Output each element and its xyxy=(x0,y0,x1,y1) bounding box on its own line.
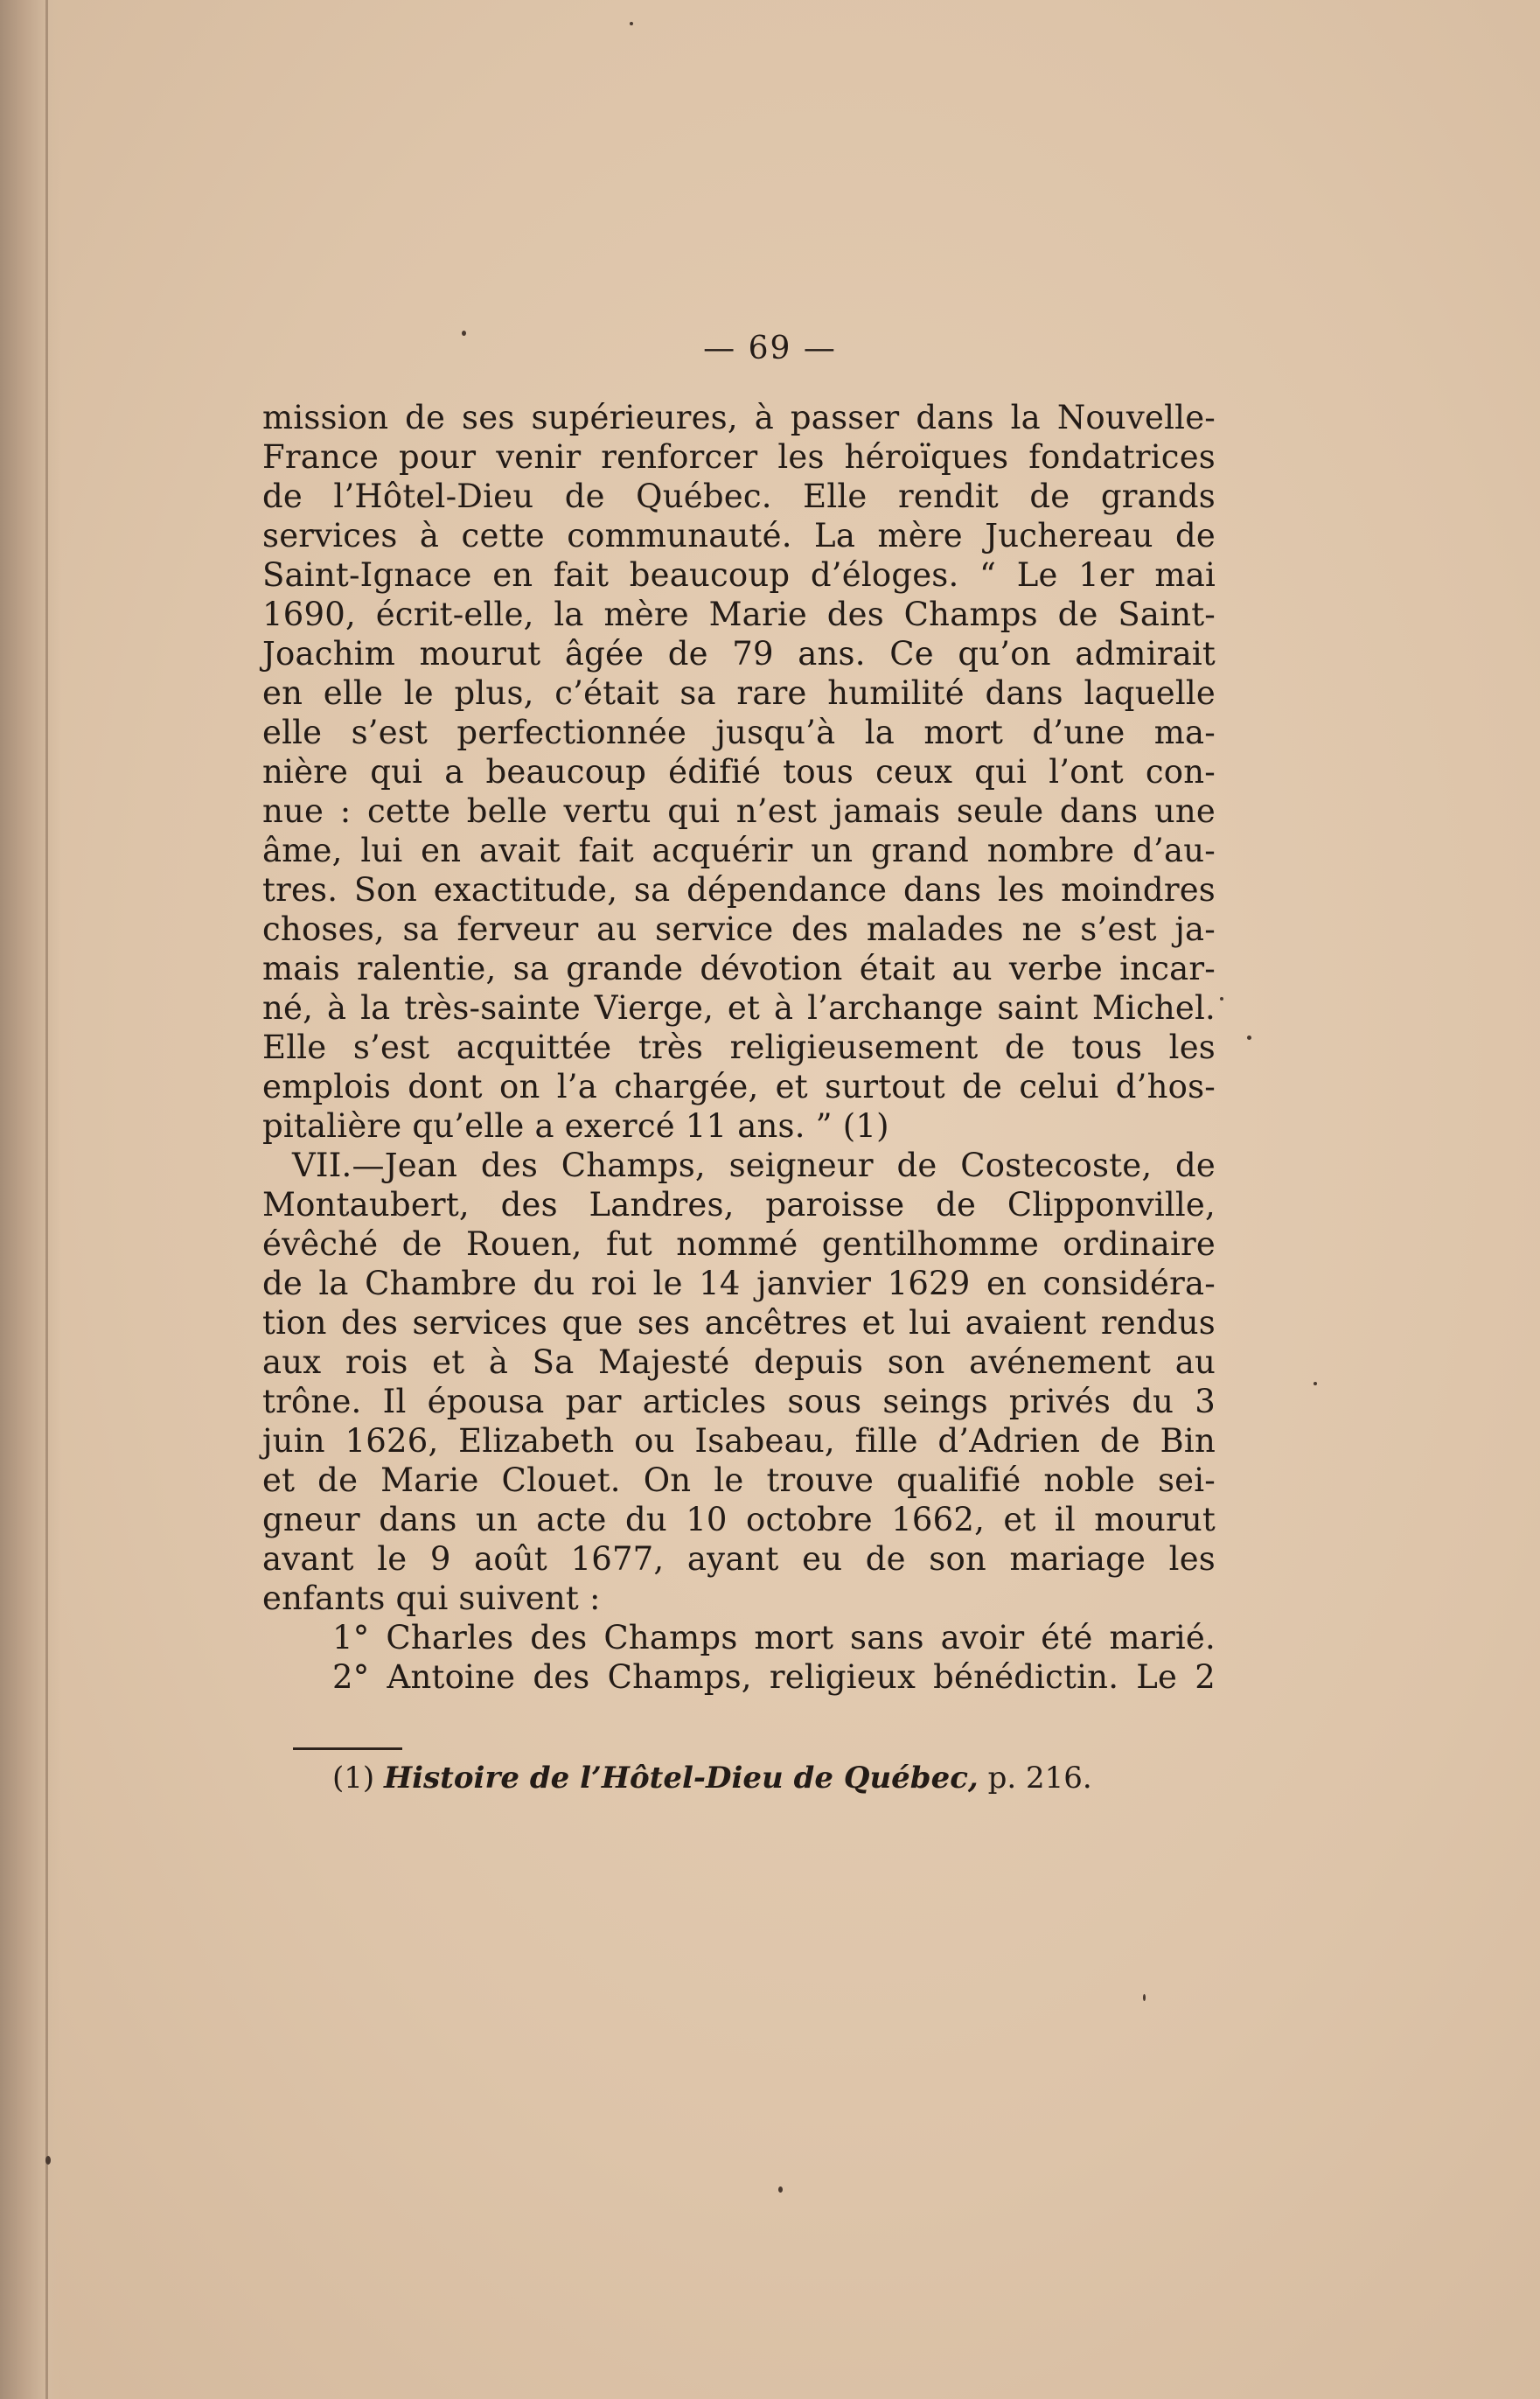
text-line: mission de ses supérieures, à passer dans la Nouvelle- xyxy=(262,399,1216,436)
text-line: services à cette communauté. La mère Juchereau de xyxy=(262,517,1216,554)
footnote xyxy=(332,1760,1092,1796)
text-line: Montaubert, des Landres, paroisse de Clipponville, xyxy=(262,1186,1216,1224)
footnote-title: Histoire de l’Hôtel-Dieu de Québec, xyxy=(383,1761,979,1796)
footnote-marker: (1) xyxy=(332,1761,375,1796)
text-line: nue : cette belle vertu qui n’est jamais seule dans une xyxy=(262,792,1216,830)
text-line: de la Chambre du roi le 14 janvier 1629 en considéra- xyxy=(262,1265,1216,1302)
text-line: enfants qui suivent : xyxy=(262,1580,601,1617)
footnote-rule xyxy=(293,1747,402,1750)
text-line: tres. Son exactitude, sa dépendance dans les moindres xyxy=(262,871,1216,909)
footnote-page: p. 216. xyxy=(987,1761,1092,1796)
text-line: nière qui a beaucoup édifié tous ceux qui l’ont con- xyxy=(262,753,1216,791)
text-line: 1690, écrit-elle, la mère Marie des Champs de Saint- xyxy=(262,596,1216,633)
text-line: pitalière qu’elle a exercé 11 ans. ” (1) xyxy=(262,1107,889,1145)
text-line: elle s’est perfectionnée jusqu’à la mort d’une ma- xyxy=(262,714,1216,751)
text-line: Elle s’est acquittée très religieusement de tous les xyxy=(262,1029,1216,1066)
list-item: 2° Antoine des Champs, religieux bénédictin. Le 2 xyxy=(332,1658,1216,1696)
text-line: juin 1626, Elizabeth ou Isabeau, fille d’Adrien de Bin xyxy=(262,1422,1216,1460)
text-line: de l’Hôtel-Dieu de Québec. Elle rendit de grands xyxy=(262,478,1216,515)
text-line: choses, sa ferveur au service des malades ne s’est ja- xyxy=(262,910,1216,948)
paper-speck xyxy=(1314,1382,1317,1385)
text-line: VII.—Jean des Champs, seigneur de Costecoste, de xyxy=(292,1147,1216,1184)
text-line: en elle le plus, c’était sa rare humilité dans laquelle xyxy=(262,674,1216,712)
text-line: tion des services que ses ancêtres et lui avaient rendus xyxy=(262,1304,1216,1342)
body-text xyxy=(262,398,1216,1697)
text-line: trône. Il épousa par articles sous seings privés du 3 xyxy=(262,1383,1216,1420)
text-line: évêché de Rouen, fut nommé gentilhomme ordinaire xyxy=(262,1225,1216,1263)
text-line: emplois dont on l’a chargée, et surtout de celui d’hos- xyxy=(262,1068,1216,1105)
paper-speck xyxy=(1143,1994,1146,2001)
text-line: aux rois et à Sa Majesté depuis son avénement au xyxy=(262,1343,1216,1381)
list-item: 1° Charles des Champs mort sans avoir été marié. xyxy=(332,1619,1216,1656)
text-line: âme, lui en avait fait acquérir un grand nombre d’au- xyxy=(262,832,1216,869)
page-number: — 69 — xyxy=(703,331,837,366)
paper-speck xyxy=(778,2186,783,2193)
paper-speck xyxy=(630,22,633,25)
text-line: France pour venir renforcer les héroïques fondatrices xyxy=(262,438,1216,476)
paper-speck xyxy=(1247,1036,1251,1040)
paper-speck xyxy=(45,2156,51,2165)
text-line: gneur dans un acte du 10 octobre 1662, et il mourut xyxy=(262,1501,1216,1538)
text-line: Saint-Ignace en fait beaucoup d’éloges. “ Le 1er mai xyxy=(262,556,1216,594)
text-line: et de Marie Clouet. On le trouve qualifié noble sei- xyxy=(262,1461,1216,1499)
text-line: avant le 9 août 1677, ayant eu de son mariage les xyxy=(262,1540,1216,1578)
text-line: Joachim mourut âgée de 79 ans. Ce qu’on admirait xyxy=(262,635,1216,673)
paper-speck xyxy=(1220,997,1223,1001)
text-line: né, à la très-sainte Vierge, et à l’archange saint Michel. xyxy=(262,989,1216,1027)
text-line: mais ralentie, sa grande dévotion était au verbe incar- xyxy=(262,950,1216,987)
